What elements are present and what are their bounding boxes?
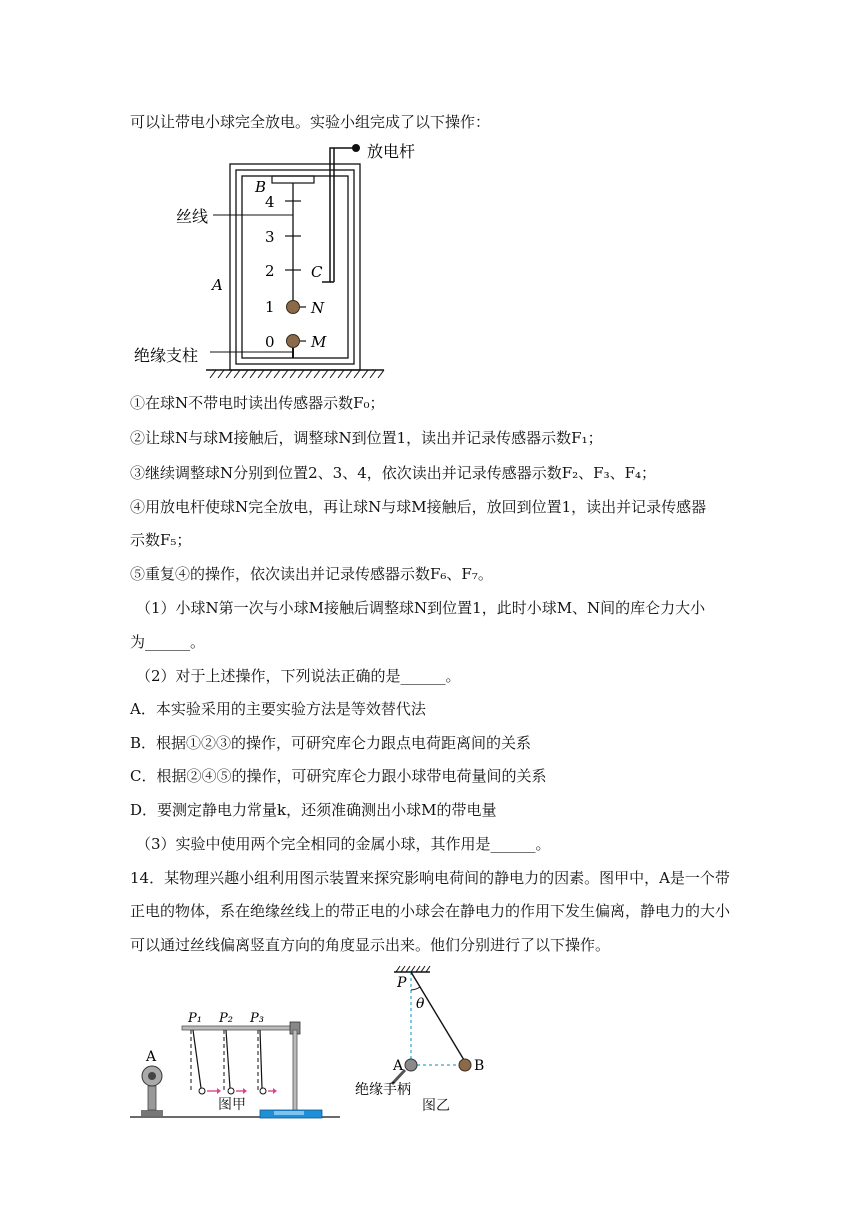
pendulum-P2 [224,1030,247,1094]
ground-hatch [210,370,384,378]
label-C: C [311,263,323,281]
label-P2: P₂ [219,1011,233,1026]
ball-A-yi [405,1059,417,1071]
object-A [141,1066,163,1116]
problem-14-line-2: 正电的物体，系在绝缘丝线上的带正电的小球会在静电力的作用下发生偏离，静电力的大小 [130,902,731,920]
label-P: P [397,975,407,991]
step-4-cont: 示数F₅； [130,531,192,549]
label-A-jia: A [146,1049,157,1065]
question-1: （1）小球N第一次与小球M接触后调整球N到位置1，此时小球M、N间的库仑力大小 [136,599,706,617]
figure-coulomb-apparatus [0,0,860,400]
mark-4: 4 [265,193,275,211]
label-handle: 绝缘手柄 [355,1082,411,1098]
option-B: B．根据①②③的操作，可研究库仑力跟点电荷距离间的关系 [130,734,532,752]
discharge-rod [322,148,356,282]
thread-PB [411,972,464,1060]
mark-3: 3 [265,228,275,246]
question-2: （2）对于上述操作，下列说法正确的是______。 [136,667,461,685]
rod-tip [352,144,360,152]
step-4: ④用放电杆使球N完全放电，再让球N与球M接触后，放回到位置1，读出并记录传感器 [130,498,707,516]
label-A-yi: A [393,1058,404,1074]
option-C: C．根据②④⑤的操作，可研究库仑力跟小球带电荷量间的关系 [130,767,547,785]
ball-M [287,335,300,348]
mark-0: 0 [265,333,275,351]
label-theta: θ [416,996,425,1012]
pendulum-P1 [191,1030,221,1094]
option-A: A．本实验采用的主要实验方法是等效替代法 [130,700,426,718]
step-5: ⑤重复④的操作，依次读出并记录传感器示数F₆、F₇。 [130,565,493,583]
label-B: B [255,178,267,196]
horizontal-bar [182,1026,296,1030]
label-P1: P₁ [188,1011,202,1026]
label-rod: 放电杆 [367,142,416,161]
pendulum-P3 [258,1030,277,1094]
caption-jia: 图甲 [218,1097,246,1113]
question-1-cont: 为______。 [130,633,206,651]
label-support: 绝缘支柱 [134,346,199,365]
frame-inner [242,176,348,358]
label-silk: 丝线 [176,207,209,226]
ball-B-yi [459,1059,471,1071]
question-3: （3）实验中使用两个完全相同的金属小球，其作用是______。 [136,835,551,853]
problem-14-line-1: 14．某物理兴趣小组利用图示装置来探究影响电荷间的静电力的因素。图甲中，A是一个带 [130,869,730,887]
ball-N [287,301,300,314]
sensor-B [272,176,314,183]
label-N: N [311,299,325,317]
mark-1: 1 [265,298,275,316]
step-1: ①在球N不带电时读出传感器示数F₀； [130,394,385,412]
caption-yi: 图乙 [422,1098,450,1114]
intro-text: 可以让带电小球完全放电。实验小组完成了以下操作： [130,113,491,131]
step-2: ②让球N与球M接触后，调整球N到位置1，读出并记录传感器示数F₁； [130,429,603,447]
angle-arc [411,987,420,990]
label-M: M [311,333,327,351]
label-P3: P₃ [250,1011,264,1026]
option-D: D．要测定静电力常量k，还须准确测出小球M的带电量 [130,801,497,819]
step-3: ③继续调整球N分别到位置2、3、4，依次读出并记录传感器示数F₂、F₃、F₄； [130,464,657,482]
vertical-post [293,1030,297,1112]
label-B-yi: B [474,1058,485,1074]
label-A: A [212,276,223,294]
problem-14-line-3: 可以通过丝线偏离竖直方向的角度显示出来。他们分别进行了以下操作。 [130,936,611,954]
mark-2: 2 [265,262,275,280]
